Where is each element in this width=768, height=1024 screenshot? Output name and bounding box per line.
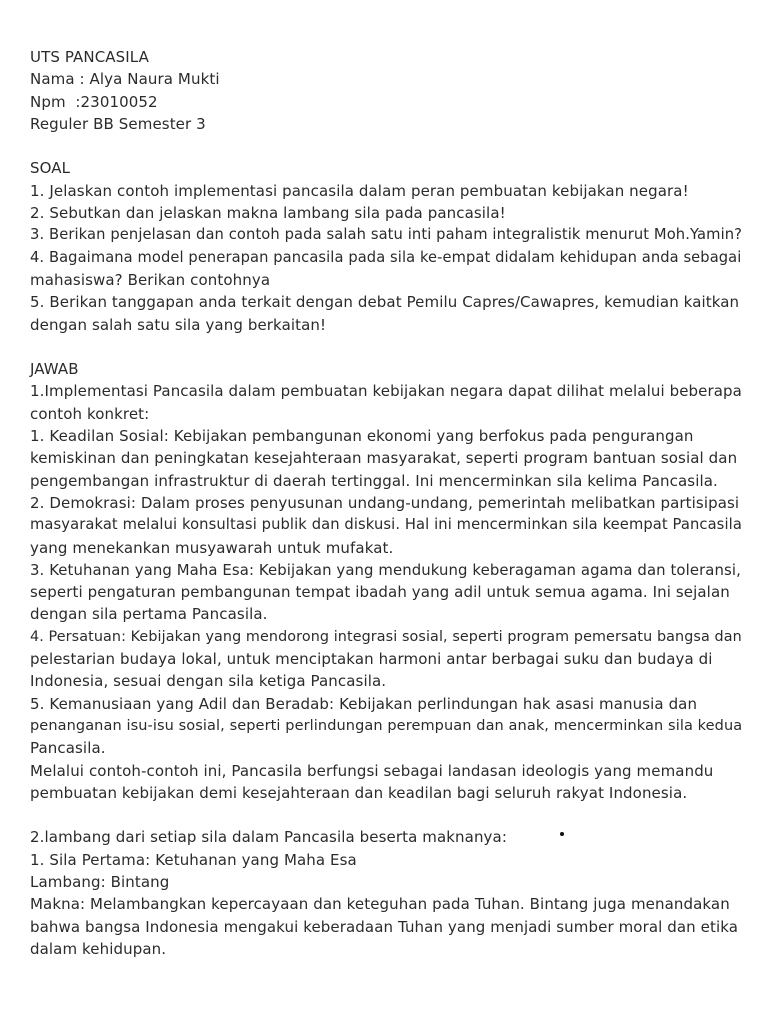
answer-line: Pancasila. [30,739,106,758]
section-heading-jawab: JAWAB [30,360,79,379]
student-name: Nama : Alya Naura Mukti [30,70,220,89]
doc-title: UTS PANCASILA [30,48,149,66]
document-body [30,46,742,960]
answer-line: dengan sila pertama Pancasila. [30,605,268,624]
answer-line: 4. Persatuan: Kebijakan yang mendorong integrasi sosial, seperti program pemersatu bangsa dan [30,628,742,645]
section-heading-soal: SOAL [30,159,71,178]
question-line: dengan salah satu sila yang berkaitan! [30,315,327,334]
answer-line: 2.lambang dari setiap sila dalam Pancasila beserta maknanya: [30,828,507,847]
answer-line: dalam kehidupan. [30,939,167,958]
answer-line: seperti pengaturan pembangunan tempat ibadah yang adil untuk semua agama. Ini sejalan [30,583,730,602]
question-line: 2. Sebutkan dan jelaskan makna lambang sila pada pancasila! [30,204,506,223]
answer-line: penanganan isu-isu sosial, seperti perlindungan perempuan dan anak, mencerminkan sila kedua [30,717,743,734]
answer-line: contoh konkret: [30,404,150,423]
question-line: mahasiswa? Berikan contohnya [30,270,271,289]
answer-line: kemiskinan dan peningkatan kesejahteraan masyarakat, seperti program bantuan sosial dan [30,449,738,468]
spacer [30,804,742,826]
answer-line: 1. Sila Pertama: Ketuhanan yang Maha Esa [30,850,357,869]
answer-line: 3. Ketuhanan yang Maha Esa: Kebijakan yang mendukung keberagaman agama dan toleransi, [30,560,741,579]
answer-line: yang menekankan musyawarah untuk mufakat. [30,538,394,557]
answer-line: Makna: Melambangkan kepercayaan dan keteguhan pada Tuhan. Bintang juga menandakan [30,895,730,914]
answer-line: masyarakat melalui konsultasi publik dan diskusi. Hal ini mencerminkan sila keempat Pancasila [30,516,742,534]
question-line: 1. Jelaskan contoh implementasi pancasila dalam peran pembuatan kebijakan negara! [30,181,689,200]
answer-line: 5. Kemanusiaan yang Adil dan Beradab: Kebijakan perlindungan hak asasi manusia dan [30,694,698,713]
spacer [30,336,742,358]
answer-line: Indonesia, sesuai dengan sila ketiga Pancasila. [30,672,387,691]
answer-line: pelestarian budaya lokal, untuk menciptakan harmoni antar berbagai suku dan budaya di [30,650,713,669]
answer-line: 2. Demokrasi: Dalam proses penyusunan undang-undang, pemerintah melibatkan partisipasi [30,493,740,512]
question-line: 5. Berikan tanggapan anda terkait dengan debat Pemilu Capres/Cawapres, kemudian kaitkan [30,293,740,312]
question-line: 4. Bagaimana model penerapan pancasila pada sila ke-empat didalam kehidupan anda sebagai [30,248,742,266]
answer-line: pembuatan kebijakan demi kesejahteraan dan keadilan bagi seluruh rakyat Indonesia. [30,783,688,802]
answer-line: 1. Keadilan Sosial: Kebijakan pembangunan ekonomi yang berfokus pada pengurangan [30,427,694,446]
student-npm: Npm :23010052 [30,92,158,111]
answer-line: Lambang: Bintang [30,872,170,891]
answer-line: 1.Implementasi Pancasila dalam pembuatan kebijakan negara dapat dilihat melalui beberapa [30,382,742,401]
stray-dot-mark [560,832,564,836]
spacer [30,135,742,157]
student-class: Reguler BB Semester 3 [30,114,206,133]
question-line: 3. Berikan penjelasan dan contoh pada salah satu inti paham integralistik menurut Moh.Yamin? [30,226,743,244]
answer-line: pengembangan infrastruktur di daerah tertinggal. Ini mencerminkan sila kelima Pancasila. [30,471,718,490]
answer-line: bahwa bangsa Indonesia mengakui keberadaan Tuhan yang menjadi sumber moral dan etika [30,917,739,936]
answer-line: Melalui contoh-contoh ini, Pancasila berfungsi sebagai landasan ideologis yang memandu [30,761,714,780]
